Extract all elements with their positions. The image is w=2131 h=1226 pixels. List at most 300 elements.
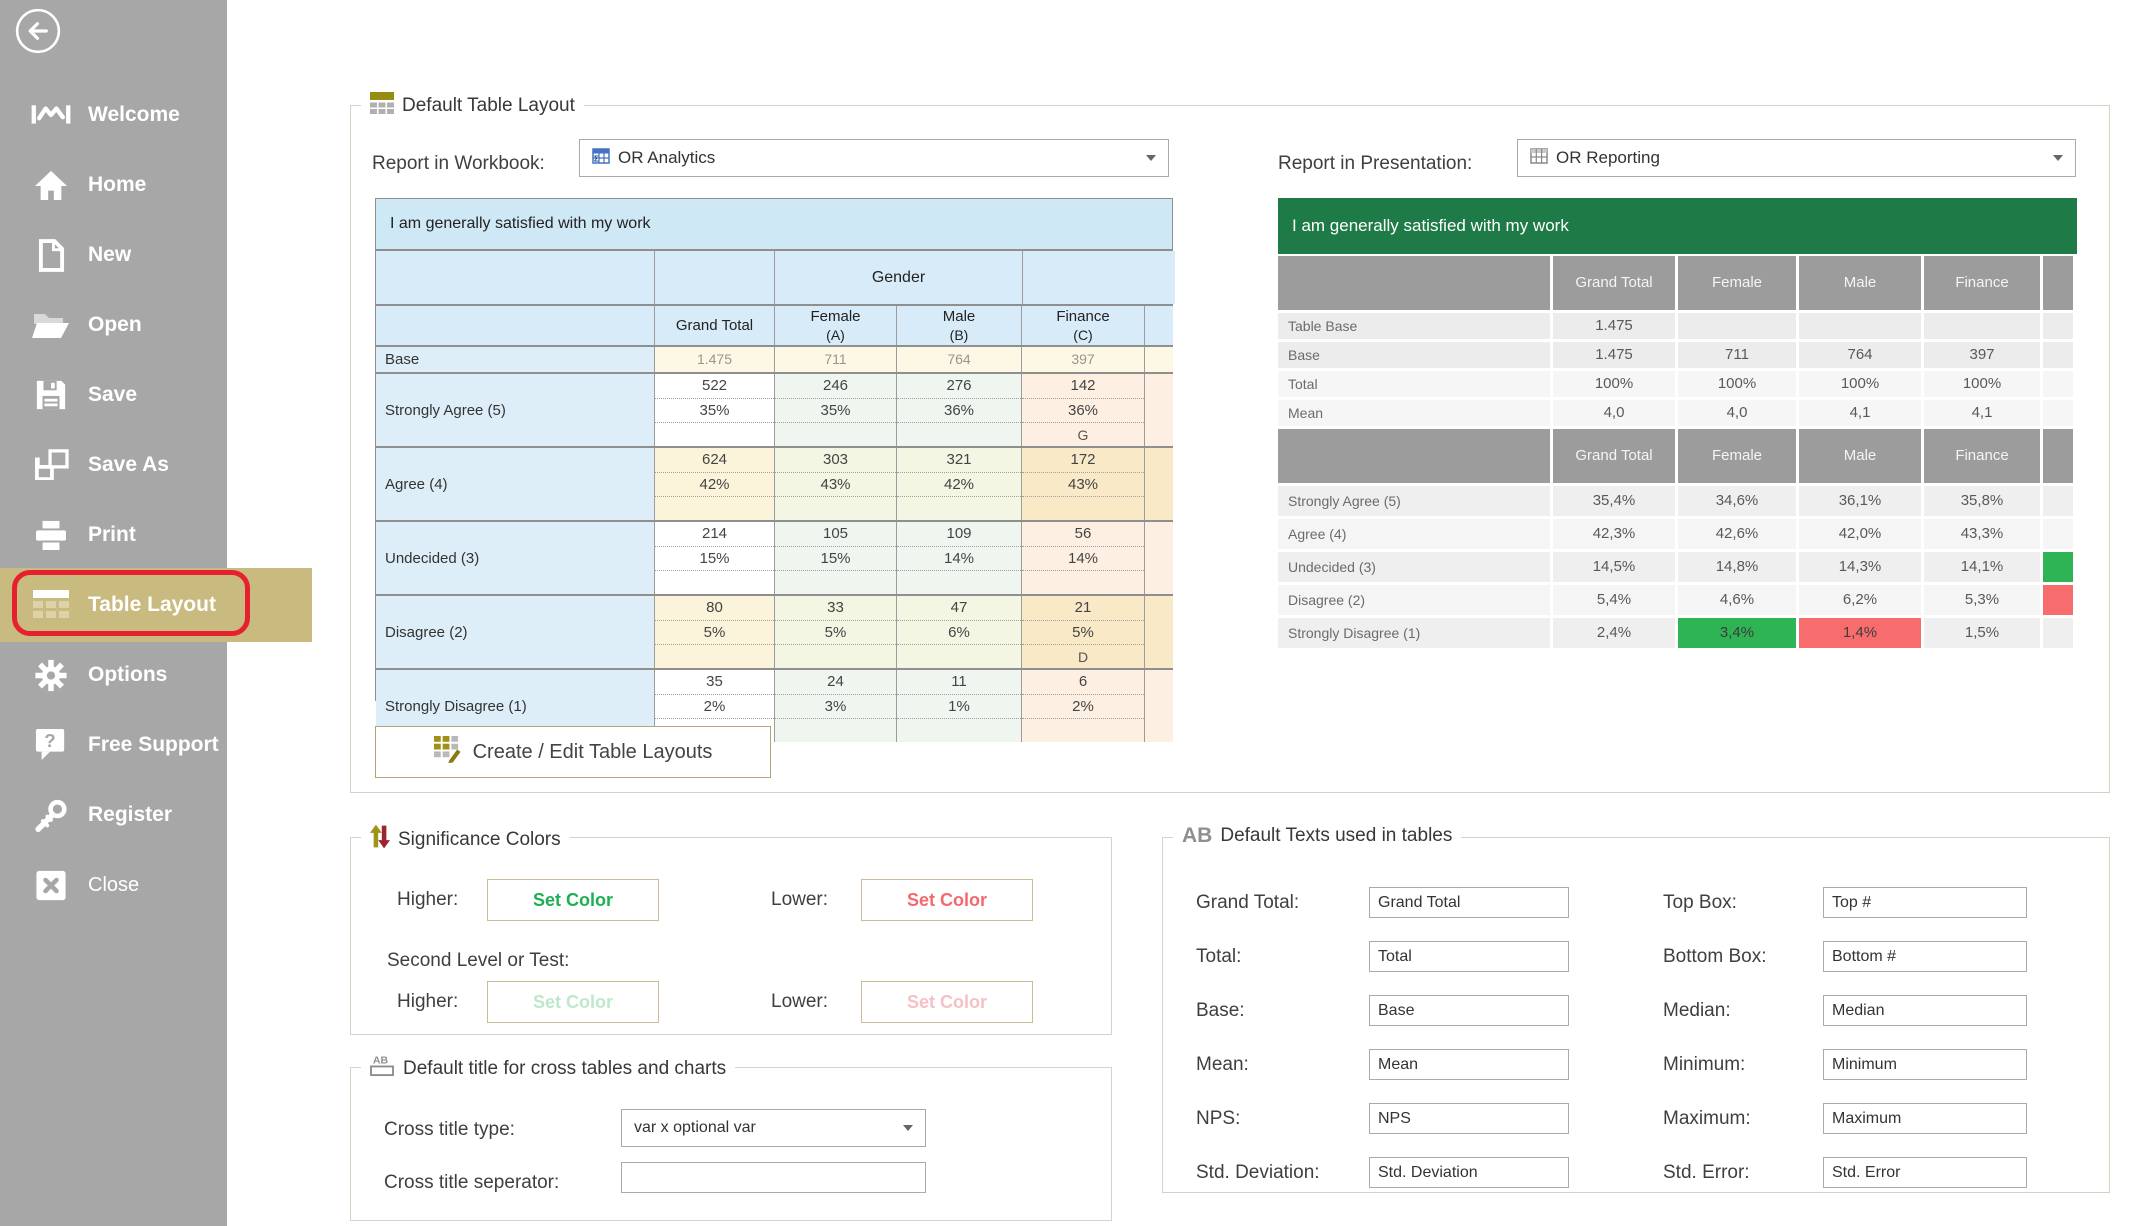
percent-value-cell: 36,1% [1799, 486, 1921, 516]
workbook-data-row [376, 446, 1172, 520]
row-label: Undecided (3) [376, 522, 654, 594]
data-cell [896, 596, 1021, 668]
key-icon [28, 799, 74, 832]
default-text-row [1196, 995, 1569, 1026]
percent-value-cell: 4,6% [1678, 585, 1796, 615]
up-down-arrows-icon [370, 824, 390, 855]
default-text-row [1196, 1157, 1569, 1188]
default-text-label: NPS: [1196, 1107, 1241, 1129]
presentation-stat-row [1278, 371, 2077, 397]
percent-value-cell: 6,2% [1799, 585, 1921, 615]
sidebar-item-new[interactable] [0, 220, 227, 290]
percent-value: 36% [1022, 398, 1144, 422]
sidebar-item-label: Print [88, 523, 136, 546]
sig-letter [1022, 496, 1144, 520]
stat-value-cell: 100% [1678, 371, 1796, 397]
sig-letter [775, 570, 896, 594]
sig-letter [655, 570, 774, 594]
presentation-header-row [1278, 256, 2077, 310]
groupbox-title: Default title for cross tables and charts [403, 1057, 727, 1079]
default-table-layout-groupbox [350, 95, 2110, 793]
sidebar-item-register[interactable] [0, 780, 227, 850]
workbook-data-row [376, 520, 1172, 594]
presentation-percent-row [1278, 552, 2077, 582]
sidebar-item-label: Register [88, 803, 173, 826]
row-label: Strongly Disagree (1) [376, 670, 654, 742]
stat-value-cell [2043, 313, 2073, 339]
presentation-header-row [1278, 429, 2077, 483]
column-header-text: Female [810, 307, 861, 325]
column-header-letter: (B) [949, 326, 969, 343]
base-row-label: Base [376, 347, 654, 372]
stat-row-label: Total [1278, 371, 1550, 397]
default-text-input[interactable] [1369, 941, 1569, 972]
lower-second-label: Lower: [771, 991, 829, 1012]
group-cell [1022, 251, 1175, 304]
table-grid-icon [370, 92, 394, 120]
sig-letter [775, 422, 896, 446]
percent-value-cell: 14,1% [1924, 552, 2040, 582]
percent-row-label: Strongly Disagree (1) [1278, 618, 1550, 648]
stat-value-cell [1924, 313, 2040, 339]
groupbox-legend [361, 1054, 735, 1083]
close-icon [28, 870, 74, 901]
default-text-input[interactable] [1823, 1049, 2027, 1080]
presentation-preview-table [1278, 198, 2077, 650]
base-value-cell: 764 [896, 347, 1021, 372]
presentation-column-header: Male [1799, 429, 1921, 483]
stat-row-label: Table Base [1278, 313, 1550, 339]
percent-value-cell: 14,5% [1553, 552, 1675, 582]
chevron-down-icon [1146, 155, 1156, 161]
workbook-dropdown-value: OR Analytics [618, 148, 716, 167]
data-cell [896, 522, 1021, 594]
percent-value-cell [2043, 486, 2073, 516]
stat-value-cell [2043, 400, 2073, 426]
default-text-row [1196, 887, 1569, 918]
data-cell [654, 596, 774, 668]
set-color-lower-second-button[interactable]: Set Color [861, 981, 1033, 1023]
percent-value: 43% [1022, 472, 1144, 496]
sidebar-item-open[interactable] [0, 290, 227, 360]
presentation-header-blank [2043, 429, 2073, 483]
presentation-stat-row [1278, 400, 2077, 426]
percent-value-cell [2043, 519, 2073, 549]
default-text-input[interactable] [1369, 995, 1569, 1026]
lower-label: Lower: [771, 889, 829, 910]
presentation-stat-row [1278, 342, 2077, 368]
presentation-column-header: Grand Total [1553, 256, 1675, 310]
stat-value-cell: 100% [1799, 371, 1921, 397]
data-cell [774, 448, 896, 520]
column-header-cell-partial [1144, 306, 1173, 345]
stat-value-cell: 100% [1553, 371, 1675, 397]
presentation-column-header: Female [1678, 429, 1796, 483]
data-cell [774, 670, 896, 742]
count-value: 172 [1070, 451, 1096, 468]
default-text-label: Total: [1196, 945, 1242, 967]
base-value-cell: 711 [774, 347, 896, 372]
count-value: 214 [701, 525, 728, 542]
count-value: 624 [701, 451, 728, 468]
data-cell-partial [1144, 374, 1173, 446]
column-header-text: Grand Total [675, 317, 754, 334]
base-value-cell-partial [1144, 347, 1173, 372]
count-value: 47 [950, 599, 968, 616]
ppt-table-icon [1530, 148, 1548, 169]
stat-value-cell: 397 [1924, 342, 2040, 368]
stat-value-cell: 711 [1678, 342, 1796, 368]
default-text-label: Std. Deviation: [1196, 1161, 1320, 1183]
save-icon [28, 379, 74, 411]
percent-value: 5% [1022, 620, 1144, 644]
sig-letter [655, 422, 774, 446]
column-header-letter: (C) [1073, 326, 1093, 343]
presentation-percent-row [1278, 618, 2077, 648]
default-text-input[interactable] [1369, 887, 1569, 918]
column-header-text: Finance [1056, 307, 1110, 325]
higher-label: Higher: [397, 889, 459, 910]
count-value: 246 [822, 377, 849, 394]
workbook-data-row [376, 594, 1172, 668]
sidebar-item-label: Close [88, 873, 140, 896]
data-cell [774, 522, 896, 594]
cross-title-type-label: Cross title type: [384, 1119, 515, 1140]
percent-value-cell: 42,6% [1678, 519, 1796, 549]
significance-colors-groupbox [350, 828, 1112, 1035]
svg-text:AB: AB [372, 1054, 389, 1067]
cross-title-type-value: var x optional var [634, 1119, 756, 1136]
default-text-row [1663, 1157, 2027, 1188]
count-value: 303 [822, 451, 849, 468]
column-header-text: Male [942, 307, 976, 325]
stat-value-cell [1799, 313, 1921, 339]
sidebar-item-home[interactable] [0, 150, 227, 220]
default-text-label: Base: [1196, 999, 1245, 1021]
percent-value-cell: 35,4% [1553, 486, 1675, 516]
cross-title-separator-input[interactable] [621, 1162, 926, 1193]
default-texts-left-column [1196, 887, 1569, 1211]
percent-value: 35% [655, 398, 774, 422]
sig-letter [655, 496, 774, 520]
count-value: 35 [706, 673, 723, 690]
count-value: 11 [951, 673, 967, 690]
set-color-higher-second-button[interactable]: Set Color [487, 981, 659, 1023]
workbook-table-title: I am generally satisfied with my work [376, 199, 1172, 249]
cross-title-separator-label: Cross title seperator: [384, 1172, 560, 1193]
stat-value-cell: 1.475 [1553, 313, 1675, 339]
percent-value-cell: 35,8% [1924, 486, 2040, 516]
default-text-row [1663, 1049, 2027, 1080]
presentation-stat-row [1278, 313, 2077, 339]
column-header-cell [774, 306, 896, 345]
stat-row-label: Mean [1278, 400, 1550, 426]
percent-value: 3% [775, 694, 896, 718]
stat-value-cell [2043, 371, 2073, 397]
report-in-presentation-label: Report in Presentation: [1278, 153, 1473, 174]
data-cell [654, 448, 774, 520]
default-text-input[interactable] [1823, 995, 2027, 1026]
percent-value-cell: 42,3% [1553, 519, 1675, 549]
count-value: 80 [706, 599, 723, 616]
default-text-input[interactable] [1823, 941, 2027, 972]
data-cell [1021, 522, 1144, 594]
sig-letter [897, 422, 1021, 446]
sig-letter [897, 570, 1021, 594]
header-corner-cell [376, 306, 654, 345]
data-cell-partial [1144, 596, 1173, 668]
new-document-icon [28, 239, 74, 272]
back-button[interactable] [14, 7, 62, 55]
gender-group-cell: Gender [774, 251, 1022, 304]
workbook-preview-table [375, 198, 1173, 715]
default-text-input[interactable] [1823, 887, 2027, 918]
presentation-column-header: Female [1678, 256, 1796, 310]
percent-value: 15% [655, 546, 774, 570]
count-value: 522 [701, 377, 728, 394]
default-text-row [1196, 1049, 1569, 1080]
percent-value: 2% [1022, 694, 1144, 718]
handshake-icon [28, 101, 74, 129]
default-texts-groupbox [1162, 824, 2110, 1193]
percent-value: 2% [655, 694, 774, 718]
percent-value-cell: 42,0% [1799, 519, 1921, 549]
presentation-percent-row [1278, 519, 2077, 549]
default-text-label: Maximum: [1663, 1107, 1751, 1129]
data-cell-partial [1144, 448, 1173, 520]
sidebar-item-save[interactable] [0, 360, 227, 430]
cross-title-groupbox [350, 1054, 1112, 1221]
sidebar-item-label: Table Layout [88, 593, 216, 616]
column-header-cell [896, 306, 1021, 345]
home-icon [28, 169, 74, 201]
default-text-input[interactable] [1369, 1049, 1569, 1080]
create-edit-table-layouts-button[interactable] [375, 726, 771, 778]
sidebar-item-print[interactable] [0, 500, 227, 570]
sidebar-item-label: Welcome [88, 103, 180, 126]
column-header-cell [654, 306, 774, 345]
chevron-down-icon [903, 1125, 913, 1131]
groupbox-legend [361, 824, 570, 855]
data-cell [774, 374, 896, 446]
count-value: 321 [946, 451, 972, 468]
count-value: 56 [1074, 525, 1092, 542]
percent-value-cell: 43,3% [1924, 519, 2040, 549]
stat-value-cell [2043, 342, 2073, 368]
sidebar-item-free-support[interactable] [0, 710, 227, 780]
sig-letter [897, 718, 1021, 742]
ab-icon: AB [1182, 824, 1213, 847]
column-header-cell [1021, 306, 1144, 345]
default-text-input[interactable] [1823, 1157, 2027, 1188]
percent-value: 36% [897, 398, 1021, 422]
percent-value-cell: 2,4% [1553, 618, 1675, 648]
svg-text:?: ? [44, 729, 56, 751]
stat-value-cell: 4,0 [1678, 400, 1796, 426]
sidebar-item-welcome[interactable] [0, 80, 227, 150]
presentation-table-title: I am generally satisfied with my work [1278, 198, 2077, 254]
percent-value: 14% [1022, 546, 1144, 570]
stat-value-cell: 100% [1924, 371, 2040, 397]
groupbox-title: Significance Colors [398, 828, 561, 850]
gear-icon [28, 659, 74, 692]
data-cell [896, 374, 1021, 446]
base-value-cell: 1.475 [654, 347, 774, 372]
presentation-header-blank [1278, 429, 1550, 483]
presentation-column-header: Grand Total [1553, 429, 1675, 483]
sidebar-item-label: Open [88, 313, 142, 336]
groupbox-legend [1173, 824, 1461, 848]
second-level-label: Second Level or Test: [387, 950, 570, 971]
sidebar-item-label: New [88, 243, 132, 266]
sidebar-item-label: Options [88, 663, 168, 686]
default-text-row [1663, 995, 2027, 1026]
set-color-higher-button[interactable]: Set Color [487, 879, 659, 921]
presentation-dropdown-value: OR Reporting [1556, 148, 1660, 167]
stat-row-label: Base [1278, 342, 1550, 368]
percent-value-cell [2043, 585, 2073, 615]
default-text-row [1663, 941, 2027, 972]
sidebar-item-label: Save [88, 383, 138, 406]
percent-row-label: Strongly Agree (5) [1278, 486, 1550, 516]
edit-table-icon [434, 736, 461, 769]
default-text-row [1663, 887, 2027, 918]
sidebar [0, 0, 227, 1226]
stat-value-cell: 4,0 [1553, 400, 1675, 426]
count-value: 21 [1074, 599, 1092, 616]
default-texts-right-column [1663, 887, 2027, 1211]
groupbox-legend [361, 92, 584, 120]
sidebar-item-label: Save As [88, 453, 169, 476]
default-text-label: Minimum: [1663, 1053, 1746, 1075]
sidebar-item-label: Free Support [88, 733, 219, 756]
row-label: Agree (4) [376, 448, 654, 520]
presentation-column-header: Male [1799, 256, 1921, 310]
data-cell [654, 522, 774, 594]
count-value: 142 [1070, 377, 1096, 394]
printer-icon [28, 520, 74, 550]
default-text-label: Grand Total: [1196, 891, 1300, 913]
percent-row-label: Undecided (3) [1278, 552, 1550, 582]
question-bubble-icon [28, 728, 74, 762]
sidebar-item-save-as[interactable] [0, 430, 227, 500]
default-text-label: Top Box: [1663, 891, 1737, 913]
data-cell [1021, 448, 1144, 520]
count-value: 24 [827, 673, 844, 690]
row-label: Disagree (2) [376, 596, 654, 668]
stat-value-cell [1678, 313, 1796, 339]
percent-value: 35% [775, 398, 896, 422]
percent-value: 14% [897, 546, 1021, 570]
report-in-workbook-label: Report in Workbook: [372, 153, 545, 174]
data-cell [896, 670, 1021, 742]
column-header-letter: (A) [826, 326, 845, 343]
percent-value-cell: 3,4% [1678, 618, 1796, 648]
sidebar-item-options[interactable] [0, 640, 227, 710]
group-cell [376, 251, 654, 304]
data-cell-partial [1144, 670, 1173, 742]
save-as-icon [28, 449, 74, 481]
svg-text:Σ: Σ [594, 154, 599, 163]
stat-value-cell: 1.475 [1553, 342, 1675, 368]
groupbox-title: Default Texts used in tables [1220, 825, 1453, 846]
percent-row-label: Agree (4) [1278, 519, 1550, 549]
percent-value-cell: 1,4% [1799, 618, 1921, 648]
percent-value-cell [2043, 618, 2073, 648]
default-text-label: Median: [1663, 999, 1731, 1021]
presentation-header-blank [1278, 256, 1550, 310]
sidebar-item-label: Home [88, 173, 147, 196]
workbook-report-dropdown[interactable] [579, 139, 1169, 177]
sig-letter [897, 644, 1021, 668]
stat-value-cell: 4,1 [1924, 400, 2040, 426]
sidebar-item-close[interactable] [0, 850, 227, 920]
sig-letter: G [1022, 422, 1144, 446]
ab-title-icon [370, 1054, 395, 1083]
data-cell [1021, 670, 1144, 742]
percent-value: 5% [655, 620, 774, 644]
count-value: 105 [822, 525, 849, 542]
cross-title-type-dropdown[interactable] [621, 1109, 926, 1147]
presentation-percent-row [1278, 585, 2077, 615]
percent-value-cell: 5,3% [1924, 585, 2040, 615]
group-cell [654, 251, 774, 304]
chevron-down-icon [2053, 155, 2063, 161]
percent-value-cell: 14,3% [1799, 552, 1921, 582]
base-value-cell: 397 [1021, 347, 1144, 372]
sig-letter [775, 718, 896, 742]
sig-letter [775, 644, 896, 668]
set-color-lower-button[interactable]: Set Color [861, 879, 1033, 921]
presentation-column-header: Finance [1924, 256, 2040, 310]
open-folder-icon [28, 310, 74, 340]
stat-value-cell: 764 [1799, 342, 1921, 368]
sig-letter [775, 496, 896, 520]
percent-value-cell: 14,8% [1678, 552, 1796, 582]
workbook-group-row [376, 249, 1172, 304]
presentation-header-blank [2043, 256, 2073, 310]
row-label: Strongly Agree (5) [376, 374, 654, 446]
percent-value: 42% [655, 472, 774, 496]
default-text-row [1196, 1103, 1569, 1134]
default-text-label: Mean: [1196, 1053, 1249, 1075]
default-text-row [1663, 1103, 2027, 1134]
sidebar-item-table-layout[interactable] [0, 568, 312, 642]
default-text-input[interactable] [1369, 1157, 1569, 1188]
create-edit-label: Create / Edit Table Layouts [472, 740, 713, 763]
default-text-input[interactable] [1823, 1103, 2027, 1134]
presentation-report-dropdown[interactable] [1517, 139, 2076, 177]
default-text-input[interactable] [1369, 1103, 1569, 1134]
percent-value-cell: 34,6% [1678, 486, 1796, 516]
back-arrow-icon [14, 42, 62, 59]
stat-value-cell: 4,1 [1799, 400, 1921, 426]
sig-letter [897, 496, 1021, 520]
data-cell [654, 374, 774, 446]
sig-letter [655, 644, 774, 668]
workbook-base-row [376, 345, 1172, 372]
count-value: 6 [1078, 673, 1088, 690]
presentation-percent-row [1278, 486, 2077, 516]
percent-value: 1% [897, 694, 1021, 718]
percent-value: 43% [775, 472, 896, 496]
percent-value-cell: 1,5% [1924, 618, 2040, 648]
default-text-label: Bottom Box: [1663, 945, 1767, 967]
percent-value-cell [2043, 552, 2073, 582]
percent-value: 6% [897, 620, 1021, 644]
count-value: 109 [946, 525, 972, 542]
default-text-label: Std. Error: [1663, 1161, 1750, 1183]
